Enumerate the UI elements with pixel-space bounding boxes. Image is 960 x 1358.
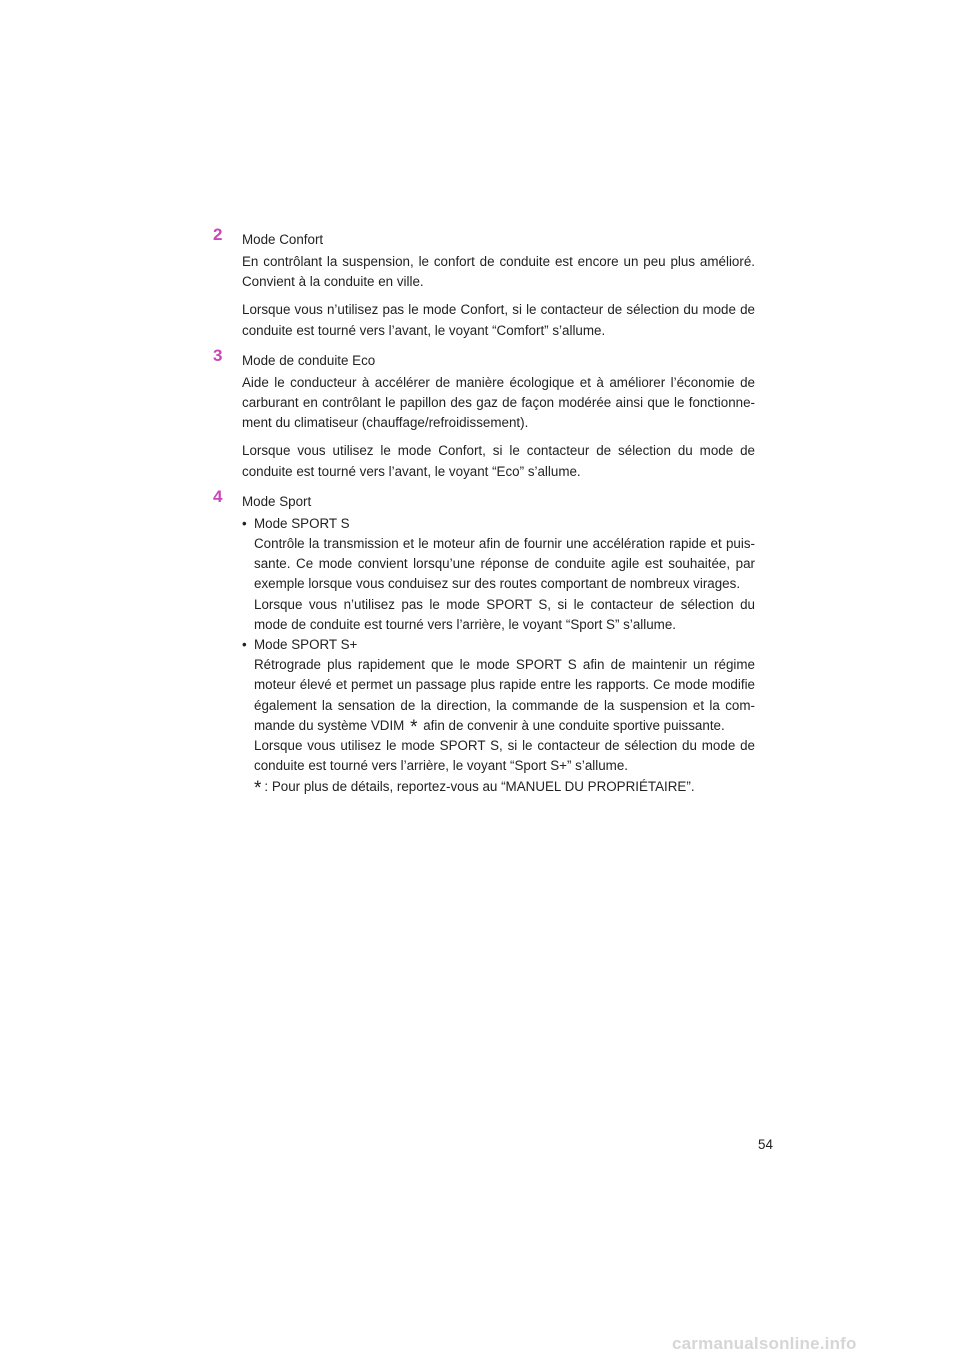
list-item [242,514,755,635]
section-header [213,345,755,373]
bullet-head [242,514,755,534]
bullet-body [254,534,755,635]
bullet-text-part: Rétrograde plus rapidement que le mode SPORT S afin de maintenir un régime moteur élevé et permet un passage plus rapide entre les rapports. Ce mode modifie également la sensation de la direction, la commande de la suspension et la commande du système VDIM [254,657,755,733]
section-mode-confort [213,225,755,341]
section-header [213,225,755,252]
bullet-label: Mode SPORT S [254,515,350,531]
paragraph: Lorsque vous utilisez le mode Confort, si le contacteur de sélection du mode de conduite est tourné vers l’avant, le voyant “Eco” s’allume. [242,443,755,479]
paragraph: Aide le conducteur à accélérer de manière écologique et à améliorer l’économie de carburant en contrôlant le papillon des gaz de façon modérée ainsi que le fonctionnement du climatiseur (chauffage/refroidissement). [242,374,755,431]
bullet-text [254,655,755,736]
step-number: 3 [213,345,223,365]
page-content [213,225,755,804]
section-mode-sport [213,486,755,800]
section-title: Mode Sport [242,493,312,509]
watermark: carmanualsonline.info [672,1334,857,1353]
bullet-dot: • [242,637,247,653]
bullet-head [242,635,755,655]
list-item [242,635,755,798]
page-number: 54 [758,1137,773,1152]
bullet-text-part: afin de convenir à une conduite sportive puissante. [423,717,725,733]
bullet-body [254,655,755,776]
bullet-text: Contrôle la transmission et le moteur afin de fournir une accélération rapide et puissante. Ce mode convient lorsqu’une réponse de conduite agile est souhaitée, par exemple lorsque vous conduisez sur des routes comportant de nombreux virages. [254,536,755,592]
bullet-dot: • [242,515,247,531]
bullet-text: Lorsque vous utilisez le mode SPORT S, si le contacteur de sélection du mode de conduite est tourné vers l’arrière, le voyant “Sport S+” s’allume. [254,738,755,774]
step-number: 4 [213,486,223,506]
bullet-list [242,514,755,798]
bullet-label: Mode SPORT S+ [254,637,358,653]
footnote-asterisk-icon: * [254,778,262,800]
section-header [213,486,755,514]
footnote [254,777,755,800]
footnote-text: : Pour plus de détails, reportez-vous au “MANUEL DU PROPRIÉTAIRE”. [264,779,695,795]
bullet-text: Lorsque vous n’utilisez pas le mode SPORT S, si le contacteur de sélection du mode de conduite est tourné vers l’arrière, le voyant “Sport S” s’allume. [254,596,755,632]
footnote-asterisk-icon: * [410,716,418,738]
section-mode-eco [213,345,755,482]
paragraph: En contrôlant la suspension, le confort de conduite est encore un peu plus amélioré. Convient à la conduite en ville. [242,254,755,290]
step-number: 2 [213,225,223,244]
paragraph: Lorsque vous n’utilisez pas le mode Confort, si le contacteur de sélection du mode de conduite est tourné vers l’avant, le voyant “Comfort” s’allume. [242,302,755,338]
section-title: Mode Confort [242,232,324,247]
section-title: Mode de conduite Eco [242,352,376,368]
